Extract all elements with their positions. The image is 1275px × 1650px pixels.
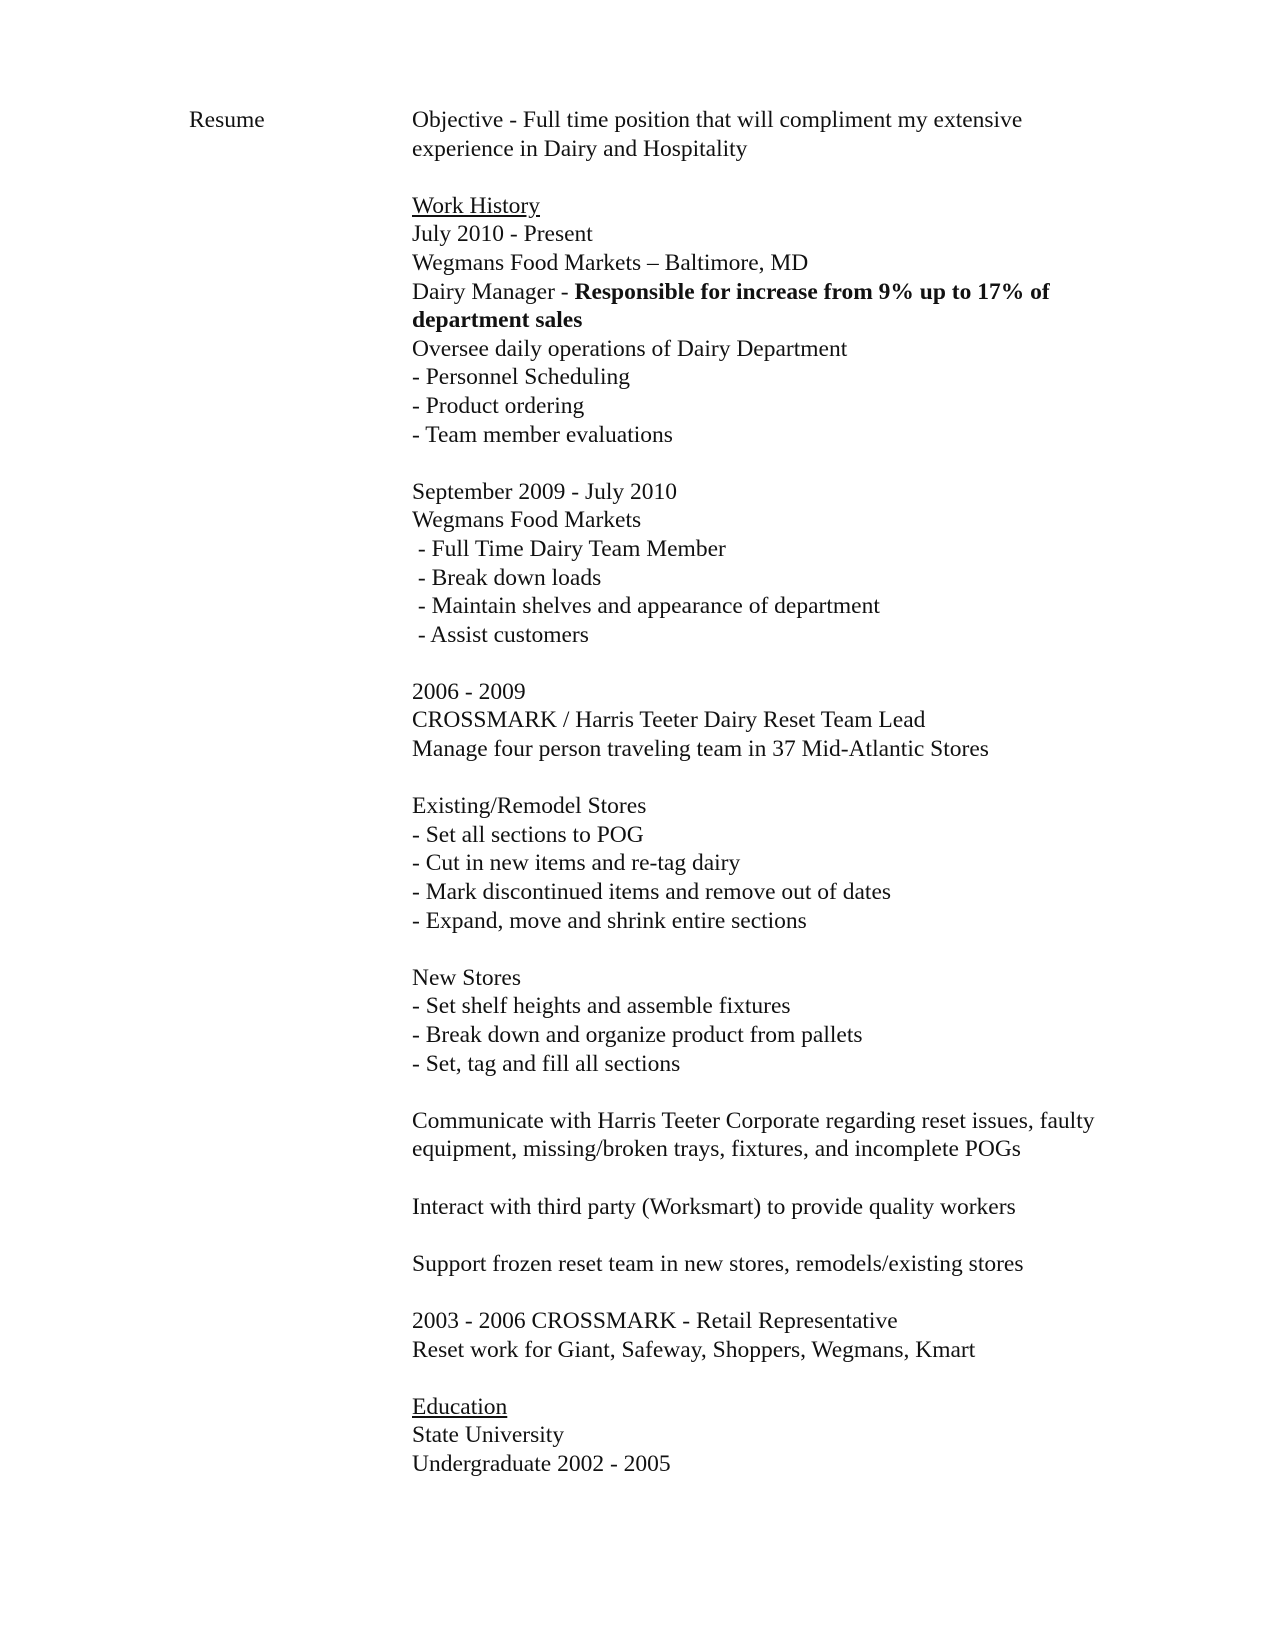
job-employer: Wegmans Food Markets xyxy=(412,507,642,534)
duty-item: - Team member evaluations xyxy=(412,421,673,448)
education-section xyxy=(412,1393,1102,1479)
job-summary: Reset work for Giant, Safeway, Shoppers, Wegmans, Kmart xyxy=(412,1336,976,1363)
job-title-prefix: Dairy Manager - xyxy=(412,278,575,305)
subsection-heading-existing: Existing/Remodel Stores xyxy=(412,793,647,820)
duty-item: - Full Time Dairy Team Member xyxy=(412,535,726,562)
job-wegmans-team-member xyxy=(412,478,1102,650)
spacer xyxy=(412,1078,1102,1107)
duty-item: - Set shelf heights and assemble fixtures xyxy=(412,993,791,1020)
duty-item: - Mark discontinued items and remove out of dates xyxy=(412,879,892,906)
job-employer: Wegmans Food Markets – Baltimore, MD xyxy=(412,249,809,276)
document-label: Resume xyxy=(189,107,265,133)
spacer xyxy=(412,449,1102,478)
spacer xyxy=(412,649,1102,678)
job-summary: Manage four person traveling team in 37 Mid-Atlantic Stores xyxy=(412,736,989,763)
education-school: State University xyxy=(412,1422,565,1449)
job-achievement: Responsible for increase from 9% up to 17% of department sales xyxy=(412,278,1050,334)
objective-text: Objective - Full time position that will compliment my extensive experience in Dairy and Hospitality xyxy=(412,107,1023,162)
work-history-heading: Work History xyxy=(412,192,540,219)
duty-item: - Assist customers xyxy=(412,621,589,648)
education-degree: Undergraduate 2002 - 2005 xyxy=(412,1450,671,1477)
job-crossmark-team-lead xyxy=(412,678,1102,1278)
spacer xyxy=(412,1164,1102,1193)
duty-item: - Break down loads xyxy=(412,564,602,591)
spacer xyxy=(412,764,1102,793)
spacer xyxy=(412,1278,1102,1307)
job-dates: 2006 - 2009 xyxy=(412,678,526,705)
work-history-section xyxy=(412,192,1102,1364)
duty-item: - Personnel Scheduling xyxy=(412,364,630,391)
job-title: 2003 - 2006 CROSSMARK - Retail Representative xyxy=(412,1307,898,1334)
job-dates: July 2010 - Present xyxy=(412,221,593,248)
resume-body xyxy=(412,106,1102,1479)
duty-item: - Expand, move and shrink entire sections xyxy=(412,907,807,934)
education-heading: Education xyxy=(412,1393,508,1420)
spacer xyxy=(412,935,1102,964)
duty-item: - Product ordering xyxy=(412,392,585,419)
spacer xyxy=(412,1364,1102,1393)
job-crossmark-representative xyxy=(412,1307,1102,1364)
job-title: CROSSMARK / Harris Teeter Dairy Reset Team Lead xyxy=(412,707,926,734)
duty-item: - Set all sections to POG xyxy=(412,821,644,848)
duty-item: - Maintain shelves and appearance of department xyxy=(412,593,880,620)
communicate-paragraph: Communicate with Harris Teeter Corporate regarding reset issues, faulty equipment, missing/broken trays, fixtures, and incomplete POGs xyxy=(412,1107,1095,1163)
job-dates: September 2009 - July 2010 xyxy=(412,478,677,505)
duty-item: - Break down and organize product from pallets xyxy=(412,1022,863,1048)
job-summary: Oversee daily operations of Dairy Department xyxy=(412,335,848,362)
spacer xyxy=(412,1221,1102,1250)
support-paragraph: Support frozen reset team in new stores, remodels/existing stores xyxy=(412,1250,1024,1277)
duty-item: - Cut in new items and re-tag dairy xyxy=(412,850,741,877)
interact-paragraph: Interact with third party (Worksmart) to provide quality workers xyxy=(412,1193,1016,1220)
job-wegmans-manager xyxy=(412,220,1102,449)
spacer xyxy=(412,163,1102,192)
duty-item: - Set, tag and fill all sections xyxy=(412,1050,681,1077)
subsection-heading-new: New Stores xyxy=(412,964,521,991)
job-title xyxy=(412,278,1102,335)
